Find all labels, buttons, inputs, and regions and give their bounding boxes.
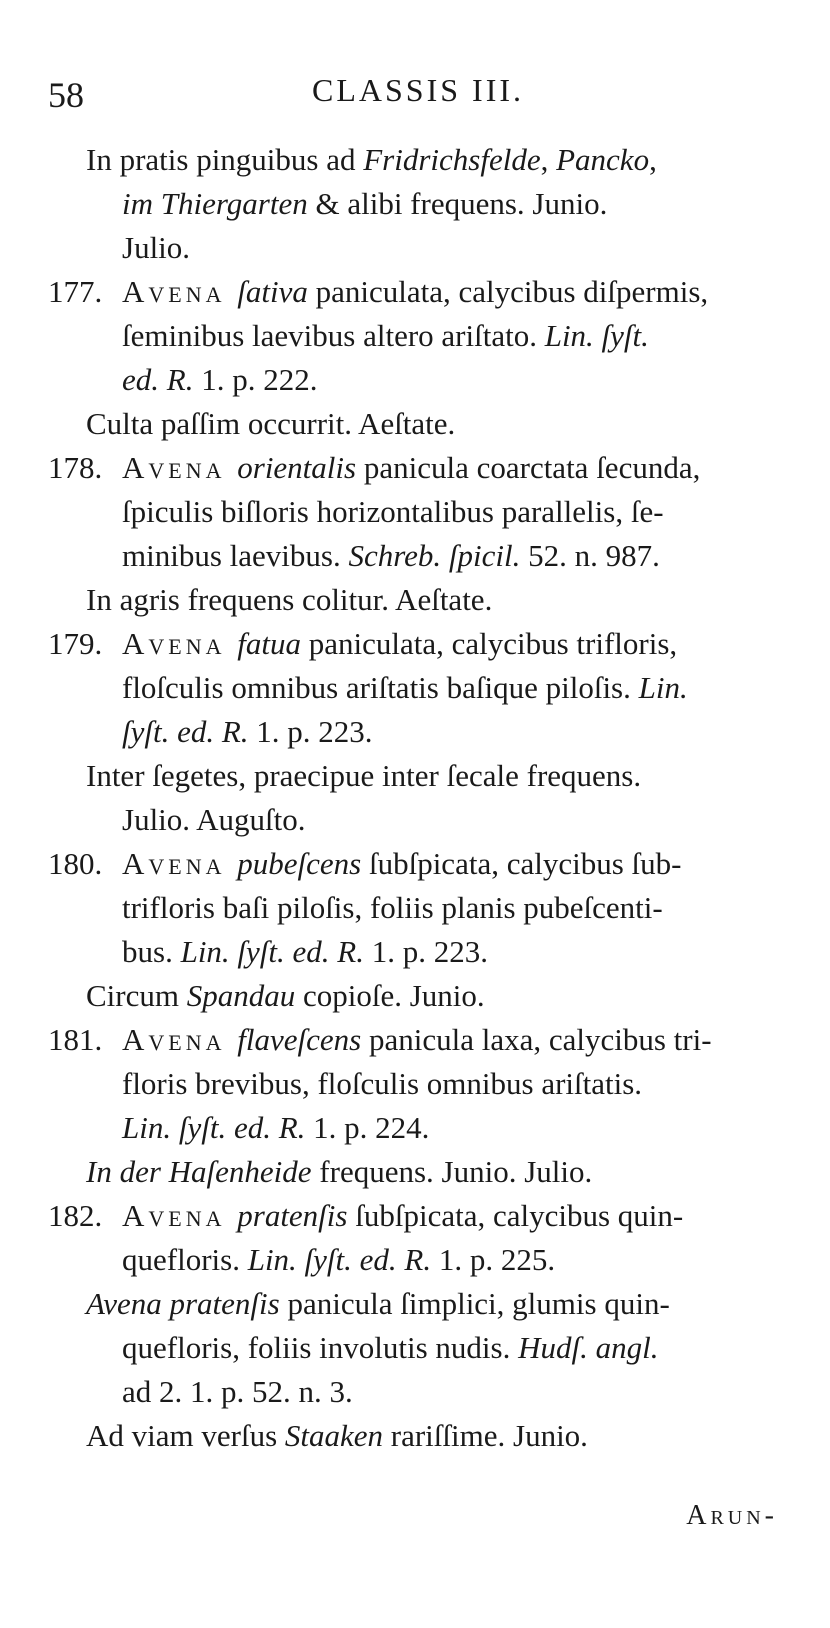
italic-text: Schreb. ſpicil. (348, 538, 521, 573)
text-segment: 52. n. 987. (520, 538, 660, 573)
text-segment: panicula laxa, calycibus tri- (361, 1022, 712, 1057)
italic-text: In der Haſenheide (86, 1154, 312, 1189)
text-segment: Julio. Auguſto. (122, 802, 306, 837)
text-segment: trifloris baſi piloſis, foliis planis pubeſcenti- (122, 890, 663, 925)
page-number: 58 (48, 75, 84, 115)
text-segment: Culta paſſim occurrit. Aeſtate. (86, 406, 456, 441)
habitat-line (48, 402, 788, 446)
italic-text: pubeſcens (237, 846, 362, 881)
text-segment: ad 2. 1. p. 52. n. 3. (122, 1374, 353, 1409)
habitat-line (48, 1282, 788, 1326)
text-line (48, 182, 788, 226)
entry-number: 181. (48, 1022, 103, 1057)
text-segment: quefloris, foliis involutis nudis. (122, 1330, 519, 1365)
genus-name: Avena (122, 846, 238, 881)
italic-text: flaveſcens (237, 1022, 362, 1057)
italic-text: ſyſt. ed. R. (122, 714, 249, 749)
italic-text: Fridrichsfelde (363, 142, 541, 177)
entry-number: 177. (48, 274, 103, 309)
text-line (48, 1062, 788, 1106)
text-segment: , (540, 142, 557, 177)
genus-name: Avena (122, 274, 238, 309)
text-segment: minibus laevibus. (122, 538, 349, 573)
text-line (48, 314, 788, 358)
entry-number: 182. (48, 1198, 103, 1233)
text-line (48, 930, 788, 974)
text-segment: In pratis pinguibus ad (86, 142, 364, 177)
habitat-line (48, 974, 788, 1018)
text-segment: In agris frequens colitur. Aeſtate. (86, 582, 493, 617)
species-entry-line (48, 1018, 788, 1062)
italic-text: orientalis (237, 450, 357, 485)
text-body (48, 138, 788, 1458)
text-segment: & alibi frequens. Junio. (307, 186, 608, 221)
text-segment: Circum (86, 978, 187, 1013)
genus-name: Avena (122, 626, 238, 661)
text-segment: panicula ſimplici, glumis quin- (279, 1286, 670, 1321)
text-segment: quefloris. (122, 1242, 248, 1277)
text-segment: , (649, 142, 657, 177)
entry-number: 180. (48, 846, 103, 881)
text-line (48, 226, 788, 270)
italic-text: Hudſ. angl. (518, 1330, 659, 1365)
text-segment: bus. (122, 934, 181, 969)
text-line (48, 358, 788, 402)
genus-name: Avena (122, 450, 238, 485)
species-entry-line (48, 1194, 788, 1238)
habitat-line (48, 1414, 788, 1458)
text-line (48, 1370, 788, 1414)
text-segment: frequens. Junio. Julio. (311, 1154, 593, 1189)
text-line (48, 1106, 788, 1150)
text-segment: 1. p. 224. (305, 1110, 430, 1145)
species-entry-line (48, 446, 788, 490)
text-segment: Julio. (122, 230, 191, 265)
text-line (48, 710, 788, 754)
text-segment: 1. p. 223. (363, 934, 488, 969)
italic-text: Lin. ſyſt. ed. R. (122, 1110, 306, 1145)
text-segment: 1. p. 225. (431, 1242, 556, 1277)
italic-text: Lin. ſyſt. (544, 318, 649, 353)
text-segment: ſubſpicata, calycibus quin- (347, 1198, 684, 1233)
italic-text: fatua (237, 626, 301, 661)
entry-number: 179. (48, 626, 103, 661)
italic-text: ed. R. (122, 362, 194, 397)
genus-name: Avena (122, 1198, 238, 1233)
text-line (48, 1238, 788, 1282)
italic-text: Lin. (638, 670, 688, 705)
italic-text: Lin. ſyſt. ed. R. (247, 1242, 432, 1277)
text-line (48, 666, 788, 710)
page-header (48, 68, 788, 118)
text-segment: copioſe. Junio. (295, 978, 485, 1013)
text-segment: ſpiculis biſloris horizontalibus parallelis, ſe- (122, 494, 664, 529)
text-segment: rariſſime. Junio. (383, 1418, 588, 1453)
text-line (48, 798, 788, 842)
italic-text: Avena pratenſis (86, 1286, 280, 1321)
italic-text: Spandau (186, 978, 296, 1013)
text-line (48, 1326, 788, 1370)
text-segment: 1. p. 222. (193, 362, 318, 397)
italic-text: im Thiergarten (122, 186, 308, 221)
text-segment: ſubſpicata, calycibus ſub- (361, 846, 682, 881)
catchword: Arun- (686, 1500, 778, 1531)
species-entry-line (48, 622, 788, 666)
habitat-line (48, 578, 788, 622)
species-entry-line (48, 842, 788, 886)
text-segment: panicula coarctata ſecunda, (356, 450, 701, 485)
text-segment: floris brevibus, floſculis omnibus ariſtatis. (122, 1066, 643, 1101)
italic-text: Staaken (284, 1418, 384, 1453)
genus-name: Avena (122, 1022, 238, 1057)
text-segment: paniculata, calycibus diſpermis, (307, 274, 709, 309)
italic-text: pratenſis (237, 1198, 348, 1233)
text-segment: paniculata, calycibus trifloris, (300, 626, 678, 661)
running-title: CLASSIS III. (311, 72, 524, 108)
text-line (48, 886, 788, 930)
habitat-line (48, 1150, 788, 1194)
italic-text: Pancko (556, 142, 650, 177)
entry-number: 178. (48, 450, 103, 485)
habitat-line (48, 138, 788, 182)
text-segment: 1. p. 223. (248, 714, 373, 749)
italic-text: ſativa (237, 274, 308, 309)
text-segment: Inter ſegetes, praecipue inter ſecale frequens. (86, 758, 642, 793)
text-segment: Ad viam verſus (86, 1418, 285, 1453)
text-segment: ſeminibus laevibus altero ariſtato. (122, 318, 545, 353)
habitat-line (48, 754, 788, 798)
text-segment: floſculis omnibus ariſtatis baſique piloſis. (122, 670, 639, 705)
species-entry-line (48, 270, 788, 314)
text-line (48, 490, 788, 534)
italic-text: Lin. ſyſt. ed. R. (180, 934, 364, 969)
text-line (48, 534, 788, 578)
